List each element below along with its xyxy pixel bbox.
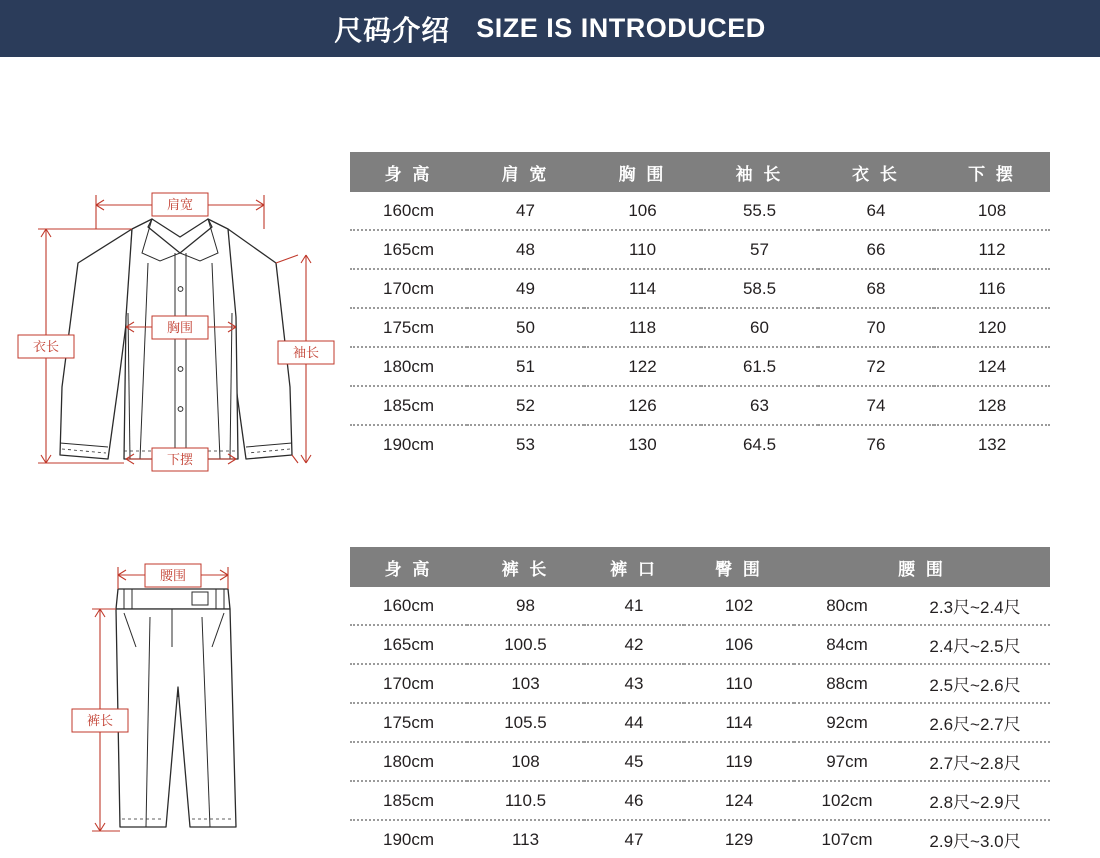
cell-chest: 114 [584, 269, 701, 308]
cell-length: 70 [818, 308, 934, 347]
cell-shoulder: 53 [467, 425, 584, 463]
cell-height: 175cm [350, 703, 467, 742]
cell-waist-chi: 2.9尺~3.0尺 [900, 820, 1050, 858]
cell-pants-length: 100.5 [467, 625, 584, 664]
cell-waist-cm: 107cm [794, 820, 900, 858]
cell-hem: 124 [934, 347, 1050, 386]
cell-leg-opening: 46 [584, 781, 684, 820]
col-header-hem: 下 摆 [934, 152, 1050, 192]
cell-sleeve: 57 [701, 230, 818, 269]
table-row [350, 308, 1050, 347]
table-row [350, 742, 1050, 781]
label-hem: 下摆 [166, 452, 194, 467]
cell-length: 64 [818, 192, 934, 230]
table-header-row [350, 547, 1050, 587]
cell-length: 74 [818, 386, 934, 425]
table-row [350, 192, 1050, 230]
cell-length: 76 [818, 425, 934, 463]
cell-waist-chi: 2.4尺~2.5尺 [900, 625, 1050, 664]
cell-hem: 128 [934, 386, 1050, 425]
cell-pants-length: 98 [467, 587, 584, 625]
cell-hip: 119 [684, 742, 794, 781]
col-header-waist: 腰 围 [794, 547, 1050, 587]
cell-chest: 106 [584, 192, 701, 230]
cell-height: 180cm [350, 347, 467, 386]
cell-height: 185cm [350, 781, 467, 820]
cell-waist-cm: 84cm [794, 625, 900, 664]
label-pants-length: 裤长 [86, 713, 114, 728]
col-header-leg-opening: 裤 口 [584, 547, 684, 587]
cell-waist-cm: 97cm [794, 742, 900, 781]
cell-height: 165cm [350, 625, 467, 664]
cell-waist-chi: 2.8尺~2.9尺 [900, 781, 1050, 820]
cell-waist-cm: 102cm [794, 781, 900, 820]
table-row [350, 703, 1050, 742]
cell-hem: 108 [934, 192, 1050, 230]
cell-waist-cm: 92cm [794, 703, 900, 742]
cell-sleeve: 60 [701, 308, 818, 347]
cell-height: 185cm [350, 386, 467, 425]
dimension-shoulder [96, 193, 264, 229]
pants-size-table-wrapper [350, 547, 1050, 858]
pants-size-table [350, 547, 1050, 858]
cell-shoulder: 51 [467, 347, 584, 386]
col-header-hip: 臀 围 [684, 547, 794, 587]
table-row [350, 625, 1050, 664]
col-header-length: 衣 长 [818, 152, 934, 192]
cell-height: 160cm [350, 192, 467, 230]
cell-shoulder: 47 [467, 192, 584, 230]
cell-hip: 110 [684, 664, 794, 703]
cell-waist-chi: 2.5尺~2.6尺 [900, 664, 1050, 703]
cell-chest: 122 [584, 347, 701, 386]
shirt-size-table-wrapper [350, 152, 1050, 463]
cell-pants-length: 110.5 [467, 781, 584, 820]
cell-hip: 124 [684, 781, 794, 820]
cell-waist-chi: 2.3尺~2.4尺 [900, 587, 1050, 625]
table-row [350, 781, 1050, 820]
col-header-height: 身 高 [350, 547, 467, 587]
cell-shoulder: 52 [467, 386, 584, 425]
cell-hem: 132 [934, 425, 1050, 463]
cell-height: 170cm [350, 269, 467, 308]
cell-pants-length: 113 [467, 820, 584, 858]
cell-leg-opening: 47 [584, 820, 684, 858]
table-row [350, 269, 1050, 308]
table-row [350, 664, 1050, 703]
cell-sleeve: 61.5 [701, 347, 818, 386]
col-header-chest: 胸 围 [584, 152, 701, 192]
cell-pants-length: 108 [467, 742, 584, 781]
page-title-cn: 尺码介绍 [334, 14, 451, 46]
table-row [350, 230, 1050, 269]
table-header-row [350, 152, 1050, 192]
cell-shoulder: 50 [467, 308, 584, 347]
cell-chest: 130 [584, 425, 701, 463]
cell-height: 160cm [350, 587, 467, 625]
pants-diagram [0, 497, 340, 837]
shirt-diagram [0, 77, 340, 477]
cell-hip: 106 [684, 625, 794, 664]
page-body [0, 57, 1100, 851]
cell-shoulder: 49 [467, 269, 584, 308]
cell-sleeve: 58.5 [701, 269, 818, 308]
cell-height: 175cm [350, 308, 467, 347]
cell-leg-opening: 45 [584, 742, 684, 781]
cell-length: 66 [818, 230, 934, 269]
col-header-sleeve: 袖 长 [701, 152, 818, 192]
cell-sleeve: 64.5 [701, 425, 818, 463]
cell-height: 180cm [350, 742, 467, 781]
table-row [350, 425, 1050, 463]
cell-pants-length: 103 [467, 664, 584, 703]
cell-leg-opening: 41 [584, 587, 684, 625]
dimension-waist [118, 564, 228, 589]
cell-waist-chi: 2.6尺~2.7尺 [900, 703, 1050, 742]
cell-hip: 129 [684, 820, 794, 858]
page-header [0, 0, 1100, 57]
cell-waist-cm: 80cm [794, 587, 900, 625]
label-sleeve-length: 袖长 [292, 345, 320, 360]
cell-waist-cm: 88cm [794, 664, 900, 703]
cell-pants-length: 105.5 [467, 703, 584, 742]
cell-height: 165cm [350, 230, 467, 269]
cell-sleeve: 55.5 [701, 192, 818, 230]
cell-chest: 110 [584, 230, 701, 269]
cell-height: 170cm [350, 664, 467, 703]
cell-leg-opening: 44 [584, 703, 684, 742]
col-header-height: 身 高 [350, 152, 467, 192]
label-waist: 腰围 [159, 568, 187, 583]
cell-leg-opening: 42 [584, 625, 684, 664]
cell-sleeve: 63 [701, 386, 818, 425]
col-header-shoulder: 肩 宽 [467, 152, 584, 192]
cell-height: 190cm [350, 425, 467, 463]
label-shoulder: 肩宽 [166, 197, 194, 212]
cell-hip: 102 [684, 587, 794, 625]
cell-hem: 116 [934, 269, 1050, 308]
label-body-length: 衣长 [32, 339, 60, 354]
cell-hip: 114 [684, 703, 794, 742]
cell-hem: 120 [934, 308, 1050, 347]
page-title-en: SIZE IS INTRODUCED [476, 13, 766, 43]
table-row [350, 386, 1050, 425]
cell-leg-opening: 43 [584, 664, 684, 703]
table-row [350, 587, 1050, 625]
cell-hem: 112 [934, 230, 1050, 269]
table-row [350, 820, 1050, 858]
cell-length: 72 [818, 347, 934, 386]
cell-waist-chi: 2.7尺~2.8尺 [900, 742, 1050, 781]
cell-shoulder: 48 [467, 230, 584, 269]
shirt-size-table [350, 152, 1050, 463]
cell-height: 190cm [350, 820, 467, 858]
pants-outline [116, 589, 236, 827]
label-chest: 胸围 [166, 320, 194, 335]
cell-chest: 118 [584, 308, 701, 347]
table-row [350, 347, 1050, 386]
cell-chest: 126 [584, 386, 701, 425]
cell-length: 68 [818, 269, 934, 308]
col-header-pants-length: 裤 长 [467, 547, 584, 587]
